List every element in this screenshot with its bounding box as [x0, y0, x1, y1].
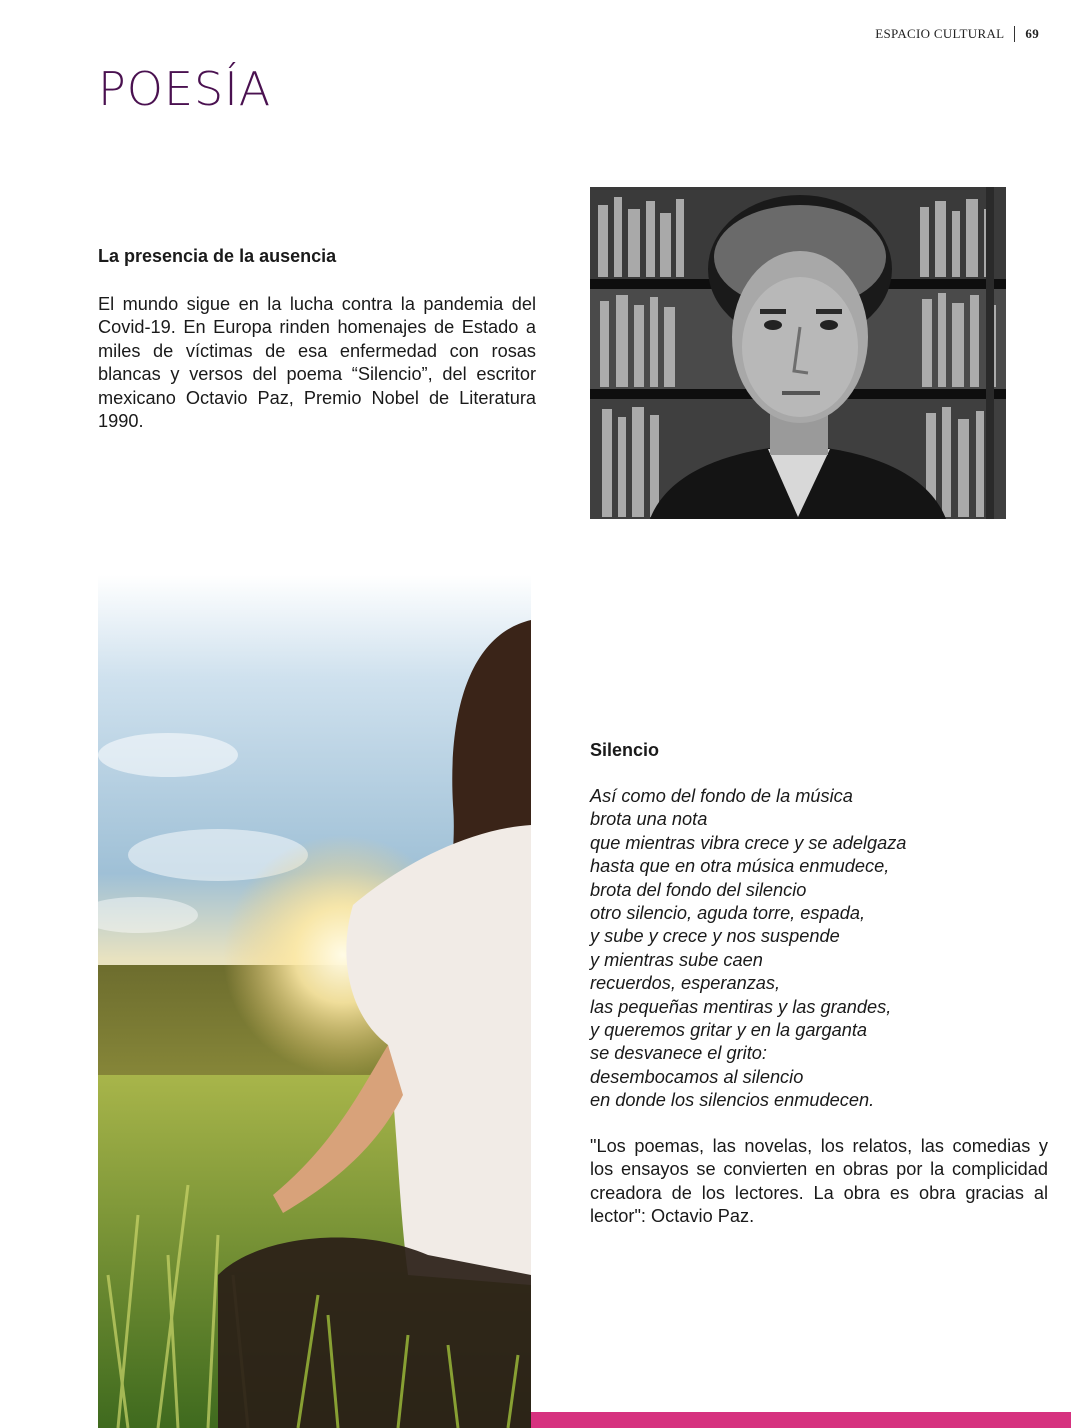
paz-quote: "Los poemas, las novelas, los relatos, las comedias y los ensayos se convierten en obras por la complicidad creadora de los lectores. La obra es obra gracias al lector": Octavio Paz. [590, 1135, 1048, 1226]
poem-line: desembocamos al silencio [590, 1066, 804, 1087]
portrait-photo [590, 187, 1006, 519]
page-number: 69 [1025, 26, 1039, 41]
intro-heading: La presencia de la ausencia [98, 246, 337, 266]
page-title: POESÍA [98, 62, 272, 116]
portrait-illustration [590, 187, 1006, 519]
intro-article [98, 246, 536, 433]
poem-line: y mientras sube caen [590, 949, 763, 970]
poem-line: en donde los silencios enmudecen. [590, 1090, 875, 1111]
poem-line: brota una nota [590, 809, 708, 830]
intro-body: El mundo sigue en la lucha contra la pandemia del Covid-19. En Europa rinden homenajes de Estado a miles de víctimas de esa enfermedad con rosas blancas y versos del poema “Silencio”, del escritor mexicano Octavio Paz, Premio Nobel de Literatura 1990. [98, 294, 536, 432]
poem-line: las pequeñas mentiras y las grandes, [590, 996, 892, 1017]
poem-line: otro silencio, aguda torre, espada, [590, 903, 866, 924]
poem-line: recuerdos, esperanzas, [590, 973, 781, 994]
poem-article [590, 740, 1050, 1228]
poem-text [590, 785, 1050, 1113]
poem-line: que mientras vibra crece y se adelgaza [590, 832, 907, 853]
meditation-photo [98, 575, 531, 1428]
section-name: ESPACIO CULTURAL [875, 26, 1005, 41]
poem-line: Así como del fondo de la música [590, 786, 853, 806]
poem-line: y sube y crece y nos suspende [590, 926, 840, 947]
meditation-illustration [98, 575, 531, 1428]
poem-line: se desvanece el grito: [590, 1043, 767, 1064]
poem-line: y queremos gritar y en la garganta [590, 1020, 868, 1041]
poem-line: brota del fondo del silencio [590, 879, 807, 900]
accent-bar [531, 1412, 1071, 1428]
running-header [875, 26, 1039, 42]
poem-title: Silencio [590, 740, 660, 760]
poem-line: hasta que en otra música enmudece, [590, 856, 890, 877]
header-divider [1014, 26, 1015, 42]
